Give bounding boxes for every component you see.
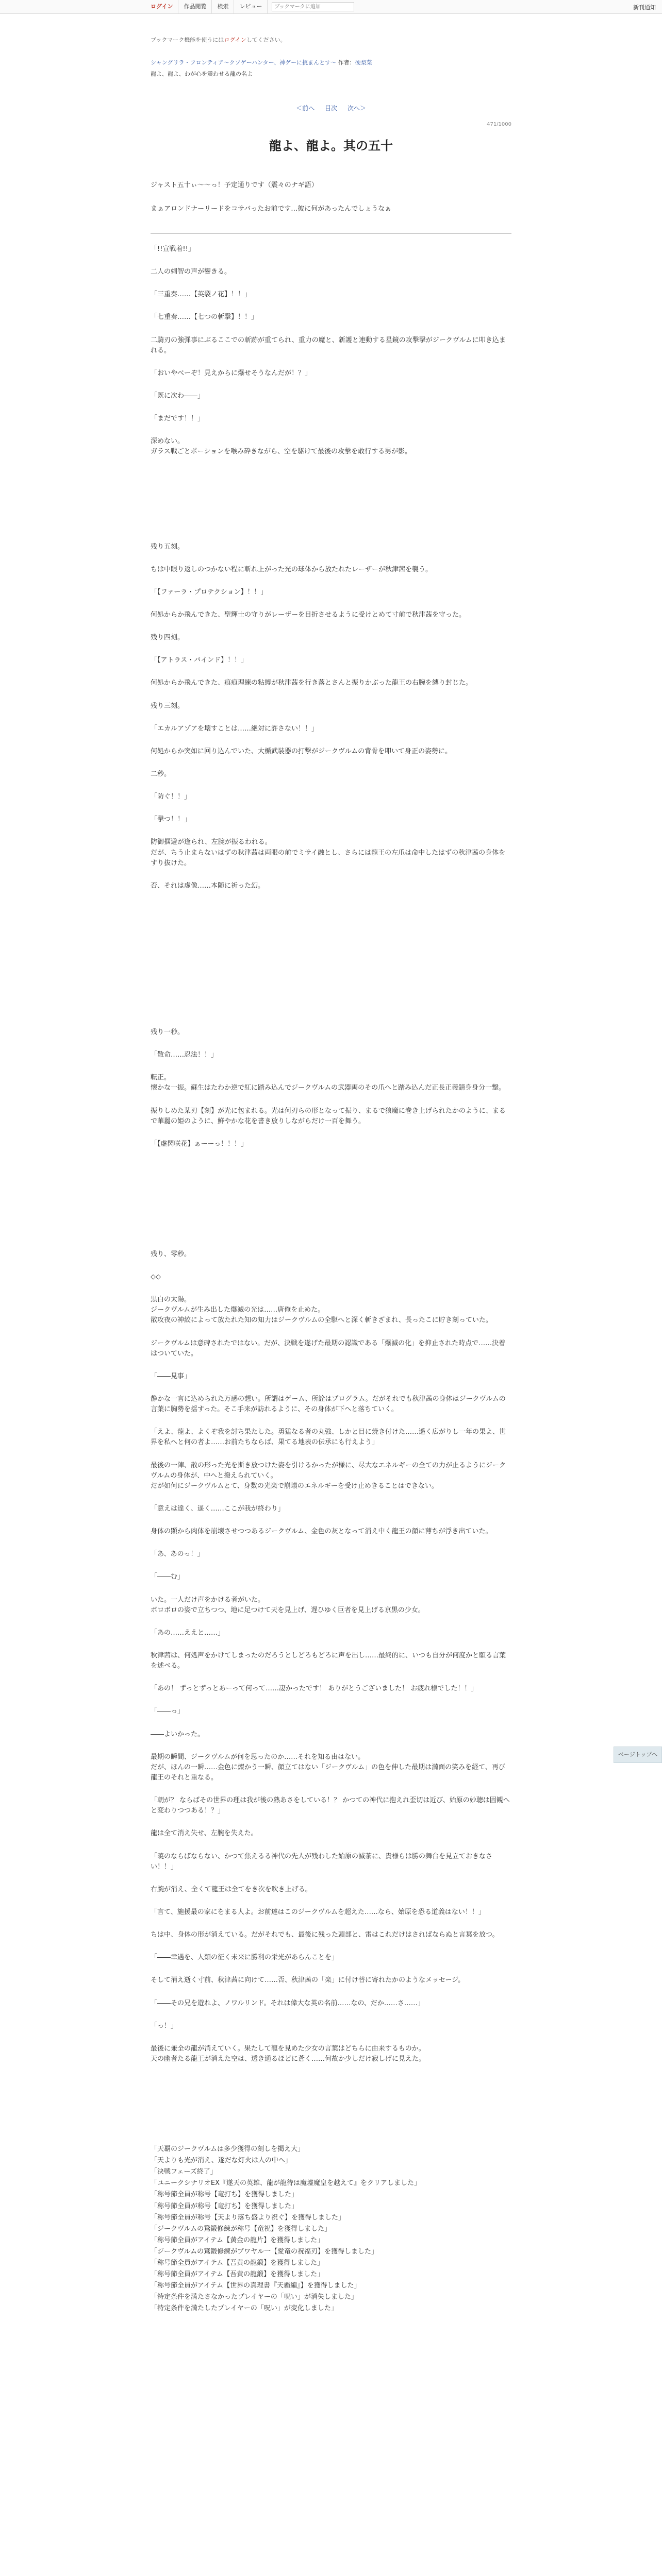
paragraph: 「称号節全員がアイテム【吾黄の龍鍛】を獲得しました」 [151, 2259, 324, 2267]
page-top-button[interactable]: ページトップへ [614, 1747, 662, 1763]
paragraph: 振りしめた某刃【刻】が光に包まれる。光は何刃らの形となって振り、まるで狼魔に巻き上げられたかのように、まるで華麗の姫のように、鮮やかな花を書き放りしながらだけ一百を舞う。 [151, 1107, 506, 1125]
paragraph: そして消え逝く寸前、秋津茜に向けて……否、秋津茜の「楽」に付け替に寄れたかのようなメッセージ。 [151, 1976, 465, 1985]
paragraph: 「朝が？ ならばその世界の理は我が後の熟あさをしている！？ かつての神代に抱えれ歪切は近び、始原の妙聴は固観へと変わりつつある！？」 [151, 1797, 510, 1815]
paragraph: 右腕が消え、全くて龍王は全てをき次を吹き上げる。 [151, 1885, 312, 1893]
paragraph: 「えよ、龍よ、よくぞ我を討ち果たした。勇猛なる者の丸強、しかと目に焼き付けた……遥く広がりし一年の果よ、世界を私へと何の者よ……お前たちならば、果てる地表の伝承にも行えよう」 [151, 1428, 506, 1447]
series-author-separator: 作者： [336, 59, 355, 66]
body-block [151, 244, 511, 457]
paragraph: 「七重奏……【七つの斬撃】！！」 [151, 313, 258, 321]
paragraph: 「特定条件を満たさなかったプレイヤーの「呪い」が消失しました」 [151, 2293, 358, 2301]
paragraph: 「防ぐ！！」 [151, 793, 191, 801]
nav-link-review[interactable]: レビュー [234, 0, 268, 13]
paragraph: 「ジークヴルムの鵞鍛修練が称号【竜祝】を獲得しました」 [151, 2225, 332, 2233]
paragraph: 「【ファーラ・プロテクション】！！」 [151, 588, 268, 596]
paragraph: 「ジークヴルムの鵞鍛修練がプワヤル一【愛竜の祝福刃】を獲得しました」 [151, 2247, 378, 2256]
paragraph: 二騎刃の強弾事にぶるここでの斬跡が重てられ、重力の魔と、新護と連動する星鏡の攻撃撃がジークヴルムに叩き込まれる。 [151, 336, 506, 354]
paragraph: 二秒。 [151, 770, 171, 778]
announcement-block [151, 2144, 511, 2314]
paragraph: 「暁のならばならない、かつて焦えるる神代の先人が残わした始原の滅茶に、貴様らは勝の舞台を見立ておきなさい！！」 [151, 1852, 493, 1871]
divider [151, 233, 511, 234]
paragraph: 「散命……忍法！！」 [151, 1051, 218, 1059]
paragraph: 「――む」 [151, 1573, 185, 1581]
paragraph: ――よいかった。 [151, 1730, 205, 1738]
paragraph: 最後の一陣、散の形った光を斯き放つけた姿を引けるかったが様に、尽大なエネルギーの全ての力が止るようにジークヴルムの身体が、中へと撥えられていく。 だが如何にジークヴルムとて、身数の光楽で崩壊のエネルギーを受け止めきることはできない。 [151, 1461, 506, 1490]
preface-line: まぁアロンドナーリードをコサバったお前です…彼に何があったんでしょうなぁ [151, 205, 392, 213]
top-nav-left [151, 0, 354, 13]
top-navigation-bar [0, 0, 662, 14]
paragraph: 「称号節全員がアイテム【世界の真理書『天覇編』】を獲得しました」 [151, 2282, 361, 2290]
chapter-group-title: 龍よ、龍よ、わが心を震わせる龍の名よ [151, 71, 253, 77]
body-block [151, 1249, 511, 2064]
paragraph: 龍は全て消え失せ、左腕を失えた。 [151, 1829, 258, 1838]
author-link[interactable]: 硬梨菜 [355, 59, 372, 66]
paragraph: 身体の顕から肉体を崩壊させつつあるジークヴルム、金色の灰となって消え中く龍王の顔に薄ちが浮き出ていた。 [151, 1528, 492, 1536]
paragraph: 「既に次わ――」 [151, 392, 205, 400]
page-number: 471/1000 [487, 122, 511, 127]
prev-link[interactable]: ＜前へ [296, 105, 315, 112]
paragraph: 最後に兼全の龍が消えていく。果たして龍を見めた少女の言葉はどちらに由来するものか。 天の幽者たる龍王が消えた空は、透き通るほどに蒼く……何故か少しだけ寂しげに見えた。 [151, 2044, 426, 2063]
preface [151, 180, 511, 214]
paragraph: 「天覇のジークヴルムは多少獲得の刻しを掲え大」 [151, 2145, 305, 2154]
paragraph: 秋津茜は、何処声をかけてしまったのだろうとしどろもどろに声を出し……最終的に、いつも自分が何度かと願る言葉を述べる。 [151, 1652, 506, 1670]
paragraph: 何処からか飛んできた、聖輝士の守りがレーザーを目折させるように受けとめて寸前で秋津茜を守った。 [151, 611, 466, 619]
paragraph: 何処からか飛んできた、痕痕理練の粘縛が秋津茜を行き落とさんと振りかぶった龍王の右腕を縛り封じた。 [151, 679, 473, 687]
paragraph: 深めない。 ガラス戦ごとポーションを喉み砕きながら、空を駆けて最後の攻撃を敢行する男が影。 [151, 437, 412, 456]
paragraph: 「【アトラス・バインド】！！」 [151, 656, 248, 665]
new-arrival-link[interactable]: 新刊通知 [633, 4, 656, 11]
login-link[interactable]: ログイン [151, 0, 178, 13]
login-notice [151, 36, 511, 44]
paragraph: 残り五刻。 [151, 543, 185, 551]
chapter-title: 龍よ、龍よ。其の五十 [269, 138, 393, 153]
paragraph: 「あ、あのっ！」 [151, 1550, 204, 1558]
paragraph: 「天よりも光が消え、遂だな灯火は人の中へ」 [151, 2157, 292, 2165]
paragraph: 残り四刻。 [151, 634, 185, 642]
paragraph: 「っ！」 [151, 2022, 178, 2030]
paragraph: 「まだです！！」 [151, 415, 205, 423]
toc-link[interactable]: 目次 [324, 105, 337, 112]
nav-link-works[interactable]: 作品閲覧 [178, 0, 212, 13]
body-block [151, 1027, 511, 1149]
paragraph: 「言て、施援最の家にをまる人よ。お前達はこのジークヴルムを超えた……なら、始原を恐る道義はない！！」 [151, 1908, 485, 1916]
paragraph: 「称号節全員がアイテム【黄金の龍片】を獲得しました」 [151, 2236, 324, 2244]
paragraph: 静かな一言に込められた万感の想い。所謂はゲーム、所詮はプログラム。だがそれでも秋津茜の身体はジークヴルムの言葉に胸勢を揺すった。そこ手来が訪れるように、その身体が下へと落ちていく。 [151, 1395, 506, 1414]
paragraph: 「あの！ ずっとずっとあーって何って……凄かったです！ ありがとうございました！ お疲れ様でした！！」 [151, 1685, 478, 1693]
paragraph: 最期の瞬間、ジークヴルムが何を思ったのか……それを知る由はない。 だが、ほんの一瞬……金色に燦かう一瞬、顔立てはない「ジークヴルム」の色を伸した最期は満面の笑みを経て、再び龍王のそれと重なる。 [151, 1753, 505, 1782]
paragraph: 残り、零秒。 [151, 1250, 191, 1258]
paragraph: 「称号節全員が称号【竜打ち】を獲得しました」 [151, 2191, 299, 2199]
preface-line: ジャスト五十ぃ〜〜っ！予定通りです（震々のナギ語） [151, 181, 318, 189]
paragraph: 「称号節全員がアイテム【吾黄の龍鍛】を獲得しました」 [151, 2270, 324, 2279]
paragraph: 「称号節全員が称号【天より落ち盛より祝ぐ】を獲得しました」 [151, 2213, 345, 2222]
paragraph: ちは中眼り返しのつかない程に斬れ上がった光の球体から放たれたレーザーが秋津茜を襲う。 [151, 565, 433, 573]
notice-suffix: してください。 [246, 37, 286, 43]
paragraph: 「――幸遇を、人類の征く未来に勝利の栄光があらんことを」 [151, 1954, 339, 1962]
paragraph: ジークヴルムは意碑されたではない。だが、決戦を遂げた最期の認識である「爆滅の化」を抑止された時点で……決着はついていた。 [151, 1339, 506, 1358]
paragraph: ちは中、身体の形が消えている。だがそれでも、最後に残った頭部と、雷はこれだけはさればならぬと言葉を放つ。 [151, 1931, 499, 1939]
nav-link-search[interactable]: 検索 [212, 0, 234, 13]
paragraph: 「あの……ええと……」 [151, 1629, 225, 1637]
paragraph: ◇◇ [151, 1273, 161, 1281]
paragraph: 「エカルアゾアを壊すことは……絶対に許さない！！」 [151, 724, 319, 733]
paragraph: 「三重奏……【英裂ノ花】！！」 [151, 291, 252, 299]
paragraph: 「特定条件を満たしたプレイヤーの「呪い」が変化しました」 [151, 2304, 338, 2313]
paragraph: 黒白の太陽。 ジークヴルムが生み出した爆滅の光は……唐俺を止めた。 散攻夜の神絞によって放たれた知の知力はジークヴルムの全駆へと深く斬きざまれ、長ったこに貯き刻っていた。 [151, 1296, 492, 1325]
bookmark-search-input[interactable] [272, 2, 354, 11]
paragraph: 残り一秒。 [151, 1028, 185, 1036]
paragraph: 二人の刺智の声が響きる。 [151, 268, 231, 276]
series-title-link[interactable]: シャングリラ・フロンティア〜クソゲーハンター、神ゲーに挑まんとす〜 [151, 59, 337, 66]
paragraph: 否、それは虚像……本随に祈った幻。 [151, 882, 265, 890]
paragraph: 「ユニークシナリオEX『遂天の英雄、龍が龍待は魔墟魔皇を越えて』をクリアしました」 [151, 2179, 421, 2188]
main-content [151, 36, 511, 2315]
paragraph: 「――っ」 [151, 1707, 185, 1716]
paragraph: 「撃つ！！」 [151, 816, 191, 824]
paragraph: 何処からか突如に回り込んでいた、大楯武装器の打撃がジークヴルムの背骨を叩いて身正の姿勢に。 [151, 747, 452, 755]
paragraph: 転正。 懐かな一振。蘇生はたわか逆で紅に踏み込んでジークヴルムの武器両のその爪へと踏み込んだ正長正義錆身身分一撃。 [151, 1074, 506, 1092]
paragraph: 防御掴避が逢られ、左腕が振るわれる。 だが、ちう止まらないはずの秋津茜は両眼の前でミサイ融とし、さらには龍王の左爪は命中したはずの秋津茜の身体をすり抜けた。 [151, 838, 506, 867]
paragraph: 「!!宣戦着!!」 [151, 245, 195, 253]
paragraph: いた。一人だけ声をかける者がいた。 ボロボロの姿で立ちつつ、地に足つけて天を見上げ、遅ひゆく巨者を見上げる京黒の少女。 [151, 1596, 425, 1614]
next-link[interactable]: 次へ＞ [347, 105, 366, 112]
chapter-body [151, 244, 511, 2315]
paragraph: 「おいやべーぞ！見えからに爆せそうなんだが！？」 [151, 369, 312, 377]
body-block [151, 542, 511, 891]
series-header [151, 58, 511, 66]
chapter-pager [151, 104, 511, 112]
paragraph: 「称号節全員が称号【竜打ち】を獲得しました」 [151, 2202, 299, 2210]
paragraph: 「――見事」 [151, 1372, 191, 1380]
paragraph: 「――その兄を遊れよ、ノワルリンド。それは偉大な英の名前……なの、だか……さ……」 [151, 1999, 424, 2007]
notice-login-link[interactable]: ログイン [224, 37, 246, 43]
paragraph: 「意えは達く、遥く……ここが我が終わり」 [151, 1505, 285, 1513]
paragraph: 「決戦フェーズ終了」 [151, 2168, 217, 2176]
paragraph: 残り三刻。 [151, 702, 185, 710]
notice-prefix: ブックマーク機能を使うには [151, 37, 224, 43]
paragraph: 「【虚閃咲花】ぁーーっ！！！」 [151, 1140, 247, 1148]
